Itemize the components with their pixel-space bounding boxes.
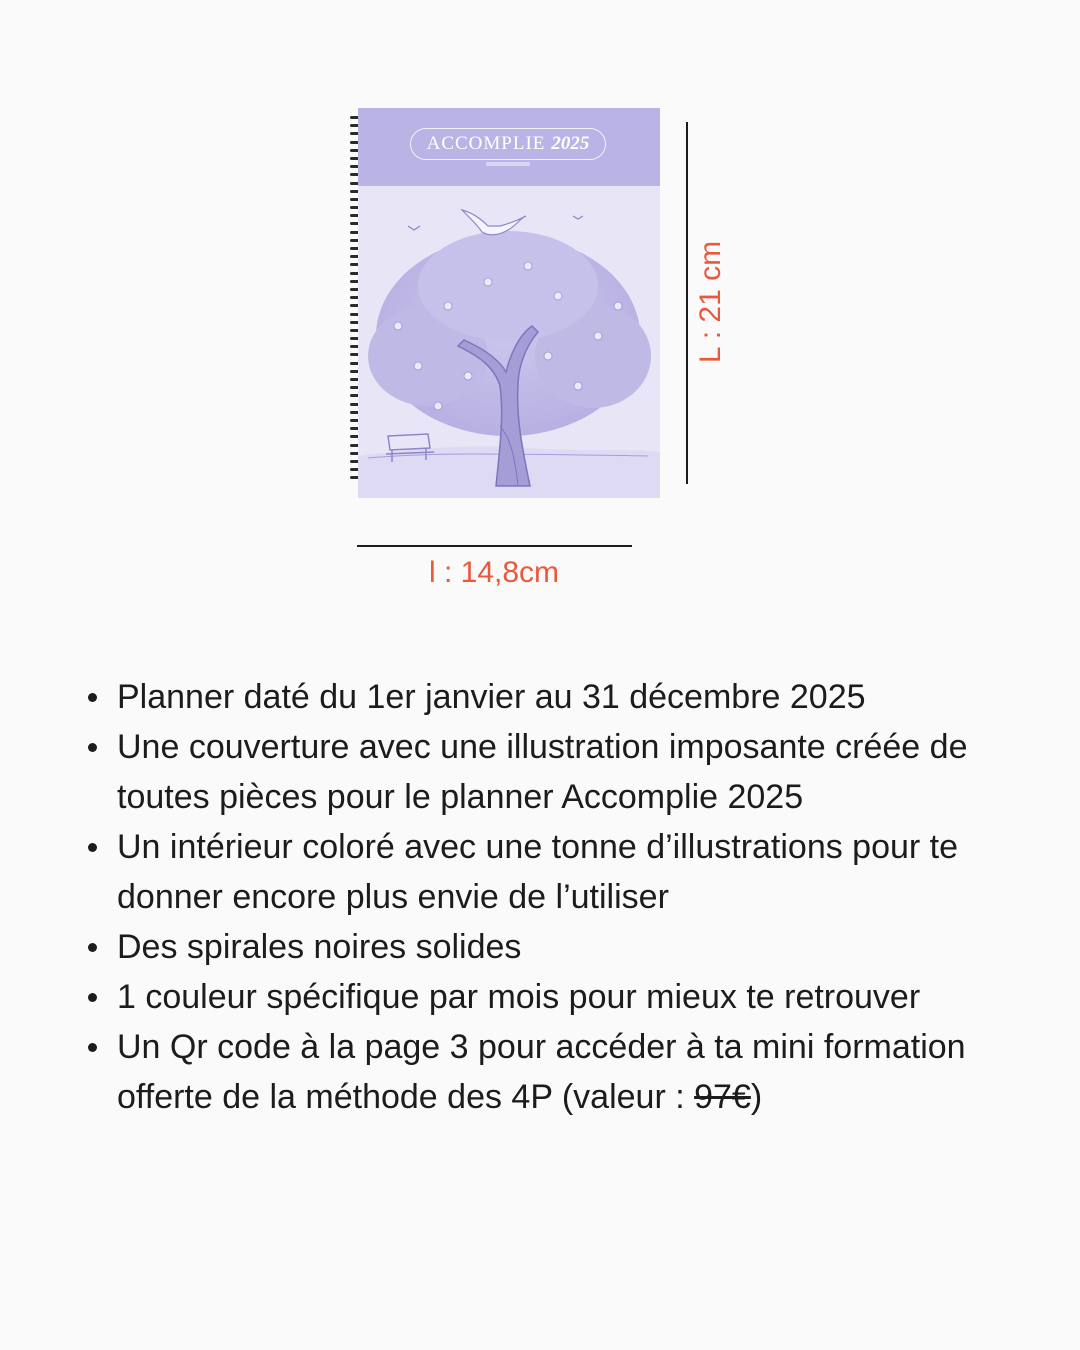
width-label: l : 14,8cm <box>428 556 560 589</box>
feature-list <box>117 672 1037 1122</box>
cover-title-year: 2025 <box>551 133 590 154</box>
cover-title <box>410 128 606 160</box>
feature-item: Planner daté du 1er janvier au 31 décembre 2025 <box>117 672 1037 722</box>
feature-item: Un Qr code à la page 3 pour accéder à ta mini formation offerte de la méthode des 4P (valeur : 97€) <box>117 1022 1037 1122</box>
cover-title-text: ACCOMPLIE <box>426 133 546 154</box>
feature-item: 1 couleur spécifique par mois pour mieux te retrouver <box>117 972 1037 1022</box>
planner-cover <box>358 108 660 498</box>
planner-product-image <box>350 108 660 498</box>
cover-title-band <box>358 108 660 186</box>
tree-illustration <box>358 186 660 498</box>
feature-item: Une couverture avec une illustration imposante créée de toutes pièces pour le planner Accomplie 2025 <box>117 722 1037 822</box>
strikethrough-price: 97€ <box>694 1078 751 1116</box>
height-dimension-line <box>686 122 688 484</box>
feature-item: Des spirales noires solides <box>117 922 1037 972</box>
cover-subtitle-mark <box>486 162 530 166</box>
height-label: L : 21 cm <box>694 240 727 364</box>
feature-item: Un intérieur coloré avec une tonne d’illustrations pour te donner encore plus envie de l’utiliser <box>117 822 1037 922</box>
width-dimension-line <box>357 545 632 547</box>
